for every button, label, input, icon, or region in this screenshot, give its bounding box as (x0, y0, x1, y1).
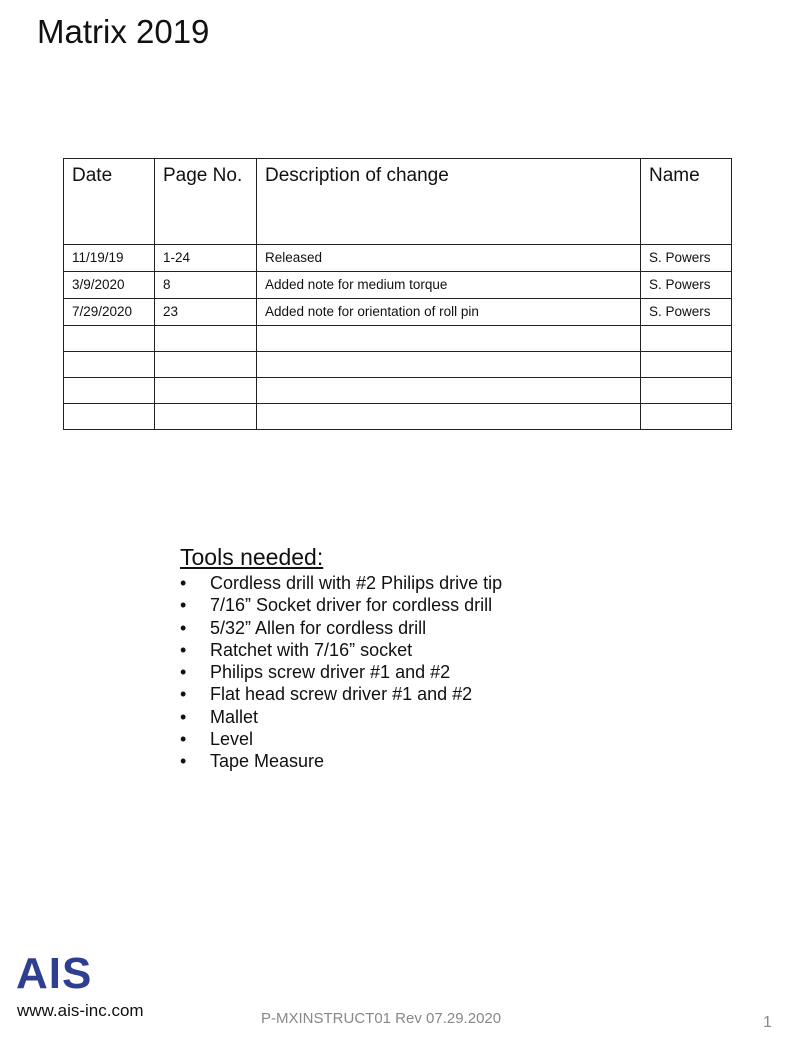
list-item: • Mallet (180, 706, 502, 728)
cell-description (257, 326, 641, 352)
list-item: • Tape Measure (180, 750, 502, 772)
list-item: • 7/16” Socket driver for cordless drill (180, 594, 502, 616)
cell-description (257, 378, 641, 404)
ais-logo: AIS (16, 949, 93, 998)
cell-date (64, 326, 155, 352)
table-row (64, 404, 732, 430)
cell-page-no: 1-24 (155, 245, 257, 272)
cell-page-no (155, 326, 257, 352)
cell-name: S. Powers (641, 272, 732, 299)
tools-heading: Tools needed: (180, 544, 324, 570)
table-row (64, 245, 732, 272)
table-row (64, 352, 732, 378)
table-row (64, 326, 732, 352)
table-row (64, 272, 732, 299)
column-header-page-no: Page No. (155, 159, 257, 245)
page-number: 1 (763, 1014, 772, 1031)
cell-description: Added note for medium torque (257, 272, 641, 299)
cell-description (257, 352, 641, 378)
column-header-date: Date (64, 159, 155, 245)
cell-page-no: 8 (155, 272, 257, 299)
column-header-name: Name (641, 159, 732, 245)
table-row (64, 378, 732, 404)
document-id: P-MXINSTRUCT01 Rev 07.29.2020 (261, 1010, 502, 1027)
cell-date (64, 352, 155, 378)
cell-date (64, 378, 155, 404)
cell-page-no: 23 (155, 299, 257, 326)
cell-date: 3/9/2020 (64, 272, 155, 299)
cell-name: S. Powers (641, 299, 732, 326)
list-item: • Philips screw driver #1 and #2 (180, 661, 502, 683)
cell-name (641, 404, 732, 430)
cell-name (641, 352, 732, 378)
list-item: • Level (180, 728, 502, 750)
cell-description: Released (257, 245, 641, 272)
cell-name (641, 326, 732, 352)
website-url: www.ais-inc.com (17, 1001, 144, 1020)
column-header-description: Description of change (257, 159, 641, 245)
revision-table (63, 158, 732, 430)
cell-name: S. Powers (641, 245, 732, 272)
cell-name (641, 378, 732, 404)
cell-description (257, 404, 641, 430)
tools-section (180, 543, 502, 773)
list-item: • 5/32” Allen for cordless drill (180, 617, 502, 639)
cell-page-no (155, 404, 257, 430)
cell-date: 7/29/2020 (64, 299, 155, 326)
cell-page-no (155, 352, 257, 378)
page-title: Matrix 2019 (37, 13, 210, 50)
cell-date: 11/19/19 (64, 245, 155, 272)
list-item: • Flat head screw driver #1 and #2 (180, 683, 502, 705)
table-row (64, 299, 732, 326)
cell-description: Added note for orientation of roll pin (257, 299, 641, 326)
list-item: • Ratchet with 7/16” socket (180, 639, 502, 661)
list-item: • Cordless drill with #2 Philips drive tip (180, 572, 502, 594)
revision-table-header-row (64, 159, 732, 245)
cell-page-no (155, 378, 257, 404)
tools-list (180, 572, 502, 773)
cell-date (64, 404, 155, 430)
